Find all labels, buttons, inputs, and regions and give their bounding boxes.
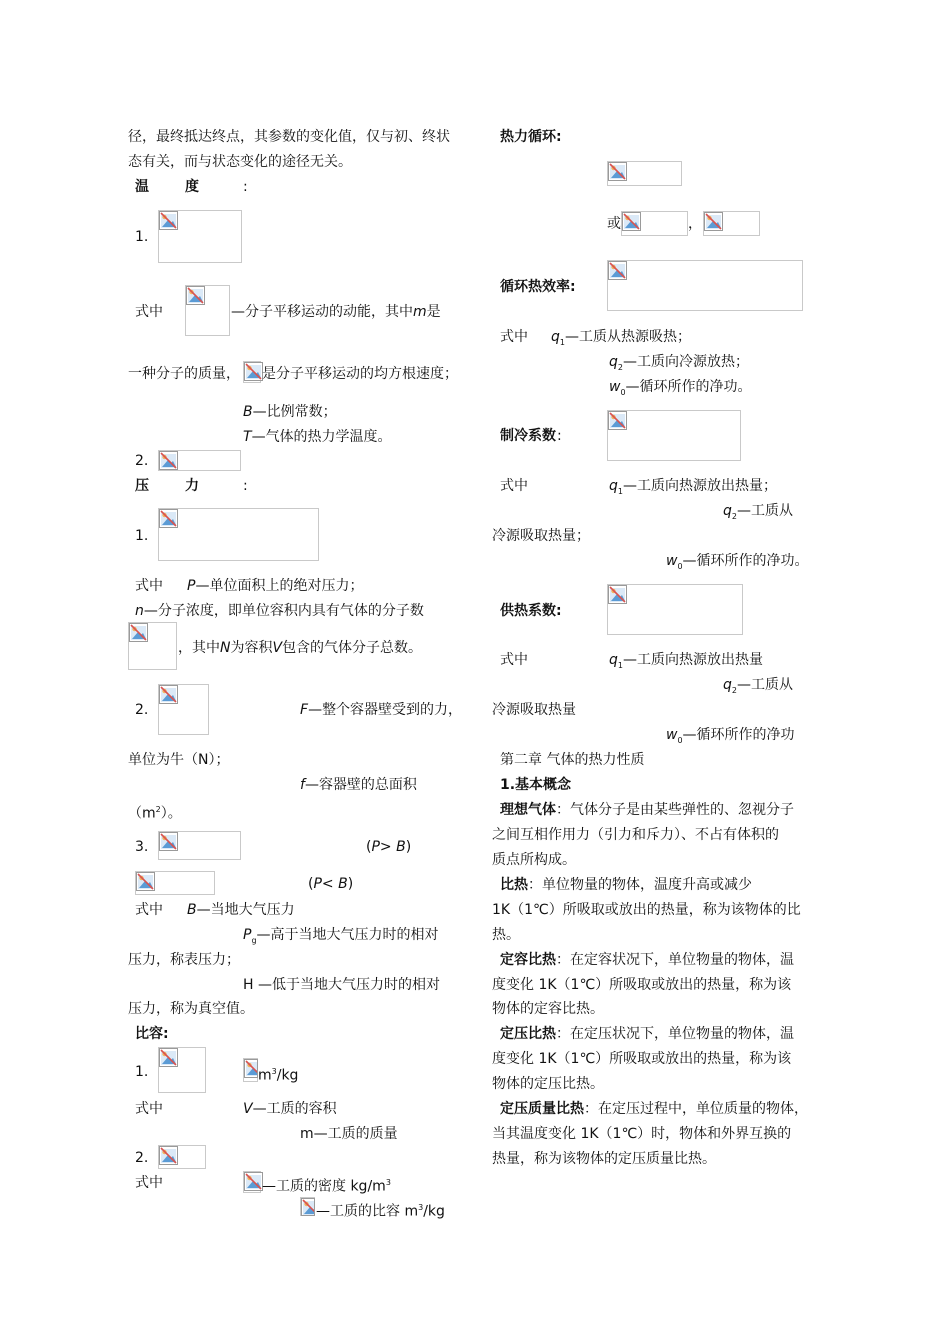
label-shizhong: 式中 <box>135 578 163 594</box>
definition-text: $P_g—$高于当地大气压力时的相对 <box>243 927 439 945</box>
definition-text: 是分子平移运动的均方根速度； <box>262 366 458 382</box>
paragraph-line: 定压质量比热：在定压过程中，单位质量的物体， <box>500 1101 808 1117</box>
subsection-heading: 1.基本概念 <box>500 777 572 793</box>
formula-image-placeholder <box>158 831 241 860</box>
section-title-cycle-efficiency: 循环热效率: <box>500 279 576 295</box>
paragraph-line: 物体的定压比热。 <box>492 1076 604 1092</box>
paragraph-line: 1K（1℃）所吸取或放出的热量，称为该物体的比 <box>492 902 801 918</box>
formula-image-placeholder <box>243 1171 261 1193</box>
definition-text: f—容器壁的总面积 <box>300 777 417 793</box>
label-shizhong: 式中 <box>135 902 163 918</box>
section-title-cooling-coefficient: 制冷系数 <box>500 428 556 444</box>
intro-line: 径，最终抵达终点，其参数的变化值，仅与初、终状 <box>128 129 450 145</box>
connector-text: ， <box>688 216 702 232</box>
item-number: 2. <box>135 1150 149 1166</box>
definition-text: m—工质的质量 <box>300 1126 398 1142</box>
broken-image-icon <box>608 162 627 181</box>
label-shizhong: 式中 <box>500 329 528 345</box>
condition-text: (P> B) <box>366 839 412 855</box>
formula-image-placeholder <box>158 450 241 471</box>
connector-text: 或 <box>607 216 621 232</box>
broken-image-icon <box>159 1048 178 1067</box>
item-number: 3. <box>135 839 149 855</box>
formula-image-placeholder <box>185 285 230 336</box>
definition-text: $w_0—$循环所作的净功 <box>666 727 795 745</box>
broken-image-icon <box>136 872 155 891</box>
formula-image-placeholder <box>128 622 177 670</box>
definition-text: ，其中N为容积V包含的气体分子总数。 <box>178 640 423 656</box>
formula-image-placeholder <box>607 260 803 311</box>
definition-text: H —低于当地大气压力时的相对 <box>243 977 440 993</box>
formula-image-placeholder <box>300 1197 315 1216</box>
formula-image-placeholder <box>158 210 242 263</box>
section-title-thermal-cycle: 热力循环: <box>500 129 562 145</box>
paragraph-line: 热量，称为该物体的定压质量比热。 <box>492 1151 716 1167</box>
definition-text: $(m^2)$。 <box>128 805 182 822</box>
definition-text: $q_2—$工质从 <box>723 677 793 695</box>
definition-text: —分子平移运动的动能，其中m是 <box>231 304 441 320</box>
definition-text: 压力，称表压力； <box>128 952 240 968</box>
definition-text: n—分子浓度，即单位容积内具有气体的分子数 <box>135 603 424 619</box>
paragraph-line: 定容比热：在定容状况下，单位物量的物体，温 <box>500 952 794 968</box>
paragraph-line: 之间互相作用力（引力和斥力）、不占有体积的 <box>492 827 779 843</box>
definition-text: 单位为牛（N）； <box>128 752 230 768</box>
definition-text: $w_0—$循环所作的净功。 <box>609 379 752 397</box>
chapter-heading: 第二章 气体的热力性质 <box>500 752 645 768</box>
item-number: 1. <box>135 229 149 245</box>
definition-text: $w_0—$循环所作的净功。 <box>666 553 809 571</box>
broken-image-icon <box>622 212 641 231</box>
broken-image-icon <box>608 585 627 604</box>
broken-image-icon <box>244 362 263 381</box>
definition-text: $q_1—$工质向热源放出热量 <box>609 652 763 670</box>
broken-image-icon <box>159 509 178 528</box>
broken-image-icon <box>608 261 627 280</box>
formula-image-placeholder <box>158 508 319 561</box>
definition-text: 压力，称为真空值。 <box>128 1001 254 1017</box>
definition-text: $q_2—$工质从 <box>723 503 793 521</box>
item-number: 2. <box>135 453 149 469</box>
formula-image-placeholder <box>158 1145 206 1169</box>
broken-image-icon <box>244 1172 263 1191</box>
formula-image-placeholder <box>158 684 209 735</box>
definition-text: $q_1—$工质向热源放出热量； <box>609 478 777 496</box>
paragraph-line: 物体的定容比热。 <box>492 1001 604 1017</box>
broken-image-icon <box>244 1059 258 1078</box>
paragraph-line: 度变化 1K（1℃）所吸取或放出的热量，称为该 <box>492 977 792 993</box>
broken-image-icon <box>129 623 148 642</box>
colon: : <box>557 428 562 444</box>
section-title-specific-volume: 比容: <box>135 1026 169 1042</box>
section-title-heating-coefficient: 供热系数: <box>500 603 562 619</box>
broken-image-icon <box>159 685 178 704</box>
paragraph-line: 比热：单位物量的物体，温度升高或减少 <box>500 877 752 893</box>
definition-text: $q_2—$工质向冷源放热； <box>609 354 749 372</box>
formula-image-placeholder <box>607 410 741 461</box>
definition-text: $q_1—$工质从热源吸热； <box>551 329 691 347</box>
definition-text: 一种分子的质量， <box>128 366 240 382</box>
broken-image-icon <box>704 212 723 231</box>
formula-image-placeholder <box>243 1058 258 1082</box>
definition-text: 冷源吸取热量； <box>492 528 590 544</box>
formula-image-placeholder <box>158 1047 206 1093</box>
definition-text: —工质的密度 $kg/m^3$ <box>262 1178 391 1195</box>
label-shizhong: 式中 <box>135 1175 163 1191</box>
broken-image-icon <box>301 1198 315 1216</box>
paragraph-line: 当其温度变化 1K（1℃）时，物体和外界互换的 <box>492 1126 792 1142</box>
broken-image-icon <box>608 411 627 430</box>
unit-text: $m^3/kg$ <box>258 1067 299 1084</box>
label-shizhong: 式中 <box>500 478 528 494</box>
label-shizhong: 式中 <box>135 1101 163 1117</box>
formula-image-placeholder <box>621 211 688 236</box>
label-shizhong: 式中 <box>135 304 163 320</box>
formula-image-placeholder <box>243 361 261 383</box>
definition-text: P—单位面积上的绝对压力； <box>187 578 364 594</box>
item-number: 1. <box>135 528 149 544</box>
formula-image-placeholder <box>607 584 743 635</box>
definition-text: V—工质的容积 <box>243 1101 337 1117</box>
definition-text: —工质的比容 $m^3/kg$ <box>316 1203 445 1220</box>
formula-image-placeholder <box>135 871 215 895</box>
paragraph-line: 定压比热：在定压状况下，单位物量的物体，温 <box>500 1026 794 1042</box>
paragraph-line: 度变化 1K（1℃）所吸取或放出的热量，称为该 <box>492 1051 792 1067</box>
broken-image-icon <box>159 1146 178 1165</box>
intro-line: 态有关，而与状态变化的途径无关。 <box>128 154 352 170</box>
item-number: 1. <box>135 1064 149 1080</box>
paragraph-line: 质点所构成。 <box>492 852 576 868</box>
broken-image-icon <box>159 832 178 851</box>
formula-image-placeholder <box>703 211 760 236</box>
broken-image-icon <box>186 286 205 305</box>
paragraph-line: 热。 <box>492 927 520 943</box>
broken-image-icon <box>159 211 178 230</box>
broken-image-icon <box>159 451 178 470</box>
paragraph-line: 理想气体：气体分子是由某些弹性的、忽视分子 <box>500 802 794 818</box>
condition-text: (P< B) <box>308 876 354 892</box>
formula-image-placeholder <box>607 161 682 186</box>
definition-text: 冷源吸取热量 <box>492 702 576 718</box>
definition-text: B—比例常数； <box>243 404 337 420</box>
item-number: 2. <box>135 702 149 718</box>
definition-text: T—气体的热力学温度。 <box>243 429 392 445</box>
definition-text: B—当地大气压力 <box>187 902 295 918</box>
definition-text: F—整个容器壁受到的力， <box>300 702 463 718</box>
label-shizhong: 式中 <box>500 652 528 668</box>
